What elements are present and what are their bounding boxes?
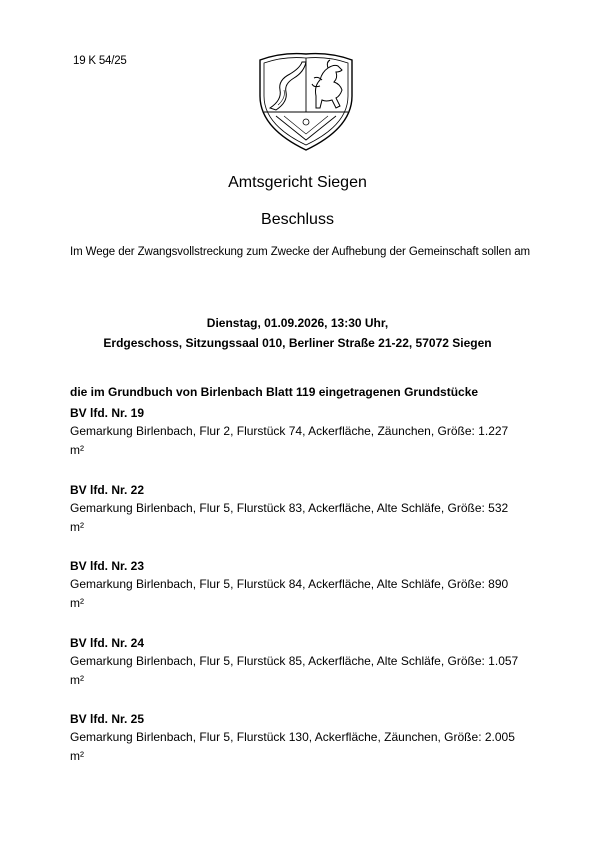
grundstuecke-list bbox=[70, 404, 525, 787]
intro-text: Im Wege der Zwangsvollstreckung zum Zwecke der Aufhebung der Gemeinschaft sollen am bbox=[70, 246, 531, 258]
grundstueck-entry bbox=[70, 634, 525, 711]
grundstueck-beschreibung: Gemarkung Birlenbach, Flur 5, Flurstück 83, Ackerfläche, Alte Schläfe, Größe: 532 m² bbox=[70, 500, 509, 534]
nrw-coat-of-arms-icon bbox=[256, 50, 356, 152]
grundbuch-heading: die im Grundbuch von Birlenbach Blatt 119 eingetragenen Grundstücke bbox=[70, 385, 479, 399]
termin-block bbox=[0, 313, 595, 353]
grundstueck-entry bbox=[70, 404, 525, 481]
grundstueck-label: BV lfd. Nr. 24 bbox=[70, 635, 145, 650]
grundstueck-beschreibung: Gemarkung Birlenbach, Flur 2, Flurstück 74, Ackerfläche, Zäunchen, Größe: 1.227 m² bbox=[70, 424, 509, 457]
grundstueck-beschreibung: Gemarkung Birlenbach, Flur 5, Flurstück 130, Ackerfläche, Zäunchen, Größe: 2.005 m² bbox=[70, 730, 515, 763]
court-name: Amtsgericht Siegen bbox=[228, 174, 367, 191]
grundstueck-label: BV lfd. Nr. 22 bbox=[70, 482, 145, 497]
grundstueck-entry bbox=[70, 710, 525, 787]
grundstueck-entry bbox=[70, 481, 525, 558]
grundstueck-label: BV lfd. Nr. 19 bbox=[70, 406, 145, 420]
aktenzeichen: 19 K 54/25 bbox=[73, 55, 127, 67]
termin-datum: Dienstag, 01.09.2026, 13:30 Uhr, bbox=[206, 316, 389, 330]
grundstueck-label: BV lfd. Nr. 23 bbox=[70, 559, 145, 573]
grundstueck-beschreibung: Gemarkung Birlenbach, Flur 5, Flurstück 85, Ackerfläche, Alte Schläfe, Größe: 1.057 m² bbox=[70, 653, 519, 687]
termin-ort: Erdgeschoss, Sitzungssaal 010, Berliner Straße 21-22, 57072 Siegen bbox=[103, 336, 492, 350]
grundstueck-entry bbox=[70, 557, 525, 634]
grundstueck-label: BV lfd. Nr. 25 bbox=[70, 712, 145, 726]
document-title: Beschluss bbox=[261, 211, 334, 228]
grundstueck-beschreibung: Gemarkung Birlenbach, Flur 5, Flurstück 84, Ackerfläche, Alte Schläfe, Größe: 890 m² bbox=[70, 577, 509, 610]
